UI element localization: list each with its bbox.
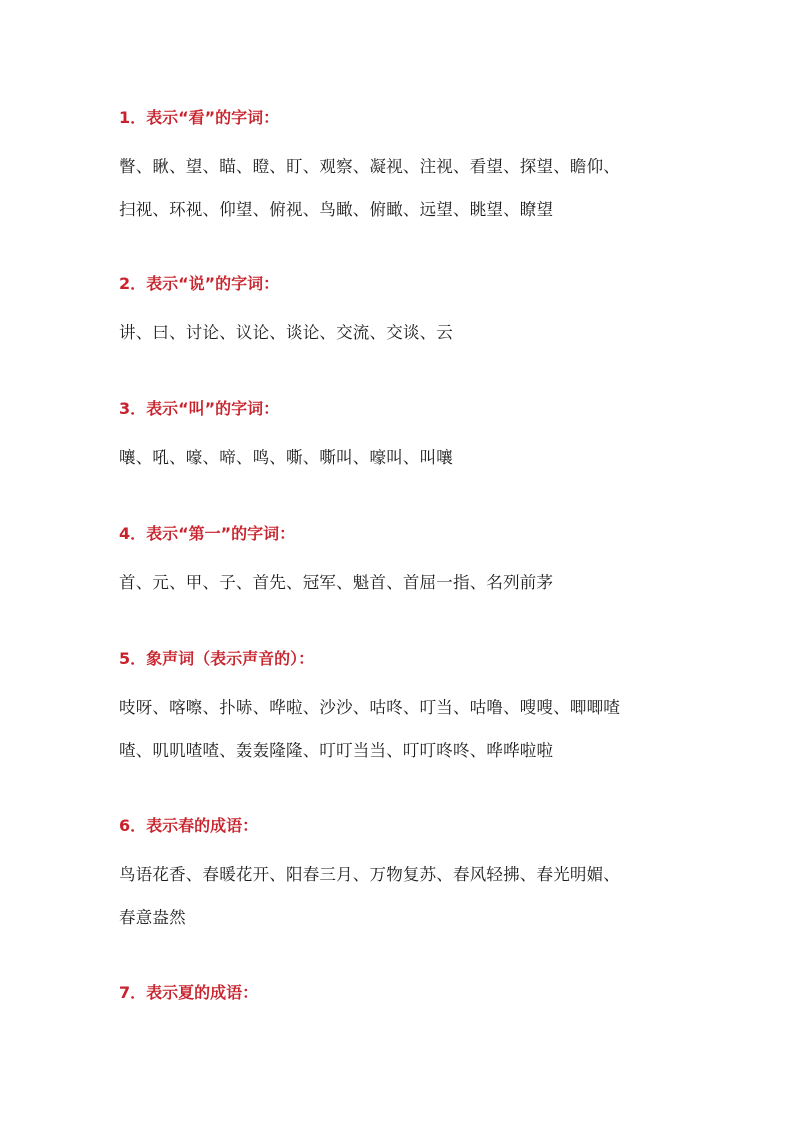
section-onomatopoeia bbox=[119, 648, 689, 772]
word-line: 喳、叽叽喳喳、轰轰隆隆、叮叮当当、叮叮咚咚、哗哗啦啦 bbox=[119, 741, 554, 760]
word-line: 扫视、环视、仰望、俯视、鸟瞰、俯瞰、远望、眺望、瞭望 bbox=[119, 200, 554, 219]
section-first-words bbox=[119, 523, 689, 604]
word-line: 讲、曰、讨论、议论、谈论、交流、交谈、云 bbox=[119, 323, 453, 342]
section-heading: 2．表示“说”的字词： bbox=[119, 274, 280, 293]
section-say-words bbox=[119, 273, 689, 354]
word-line: 鸟语花香、春暖花开、阳春三月、万物复苏、春风轻拂、春光明媚、 bbox=[119, 865, 620, 884]
section-body bbox=[119, 436, 689, 479]
word-line: 嚷、吼、嚎、啼、鸣、嘶、嘶叫、嚎叫、叫嚷 bbox=[119, 448, 453, 467]
section-body bbox=[119, 853, 689, 939]
section-heading: 4．表示“第一”的字词： bbox=[119, 524, 296, 543]
section-heading: 6．表示春的成语： bbox=[119, 816, 259, 835]
word-line: 吱呀、喀嚓、扑哧、哗啦、沙沙、咕咚、叮当、咕噜、嗖嗖、唧唧喳 bbox=[119, 698, 620, 717]
section-heading: 7．表示夏的成语： bbox=[119, 983, 259, 1002]
word-line: 瞥、瞅、望、瞄、瞪、盯、观察、凝视、注视、看望、探望、瞻仰、 bbox=[119, 157, 620, 176]
section-spring-idioms bbox=[119, 815, 689, 939]
section-body bbox=[119, 311, 689, 354]
section-body bbox=[119, 561, 689, 604]
section-body bbox=[119, 145, 689, 231]
section-body bbox=[119, 686, 689, 772]
section-look-words bbox=[119, 107, 689, 231]
word-line: 首、元、甲、子、首先、冠军、魁首、首屈一指、名列前茅 bbox=[119, 573, 554, 592]
section-heading: 3．表示“叫”的字词： bbox=[119, 399, 280, 418]
section-call-words bbox=[119, 398, 689, 479]
word-line: 春意盎然 bbox=[119, 908, 186, 927]
section-heading: 5．象声词（表示声音的）： bbox=[119, 649, 315, 668]
section-summer-idioms bbox=[119, 982, 689, 1004]
section-heading: 1．表示“看”的字词： bbox=[119, 108, 280, 127]
